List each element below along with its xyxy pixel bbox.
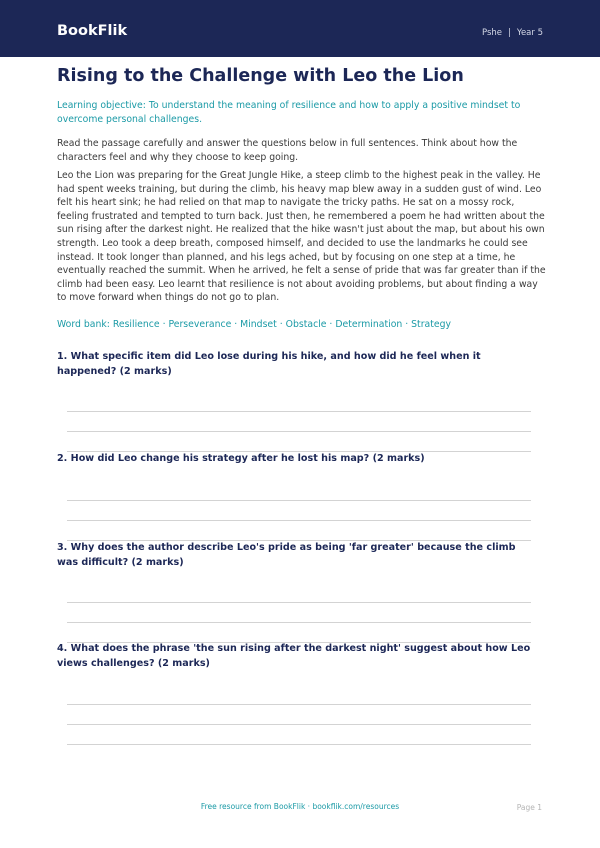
word-bank: Word bank: Resilience · Perseverance · Mindset · Obstacle · Determination · Strategy [57,319,451,330]
meta-separator: | [508,28,511,38]
header-bar [0,0,600,57]
answer-line[interactable] [67,704,531,705]
learning-objective: Learning objective: To understand the meaning of resilience and how to apply a positive mindset to overcome personal challenges. [57,100,521,125]
subject-year-label [482,28,543,38]
answer-line[interactable] [67,602,531,603]
answer-line[interactable] [67,431,531,432]
subject-label: Pshe [481,28,503,38]
question-1: 1. What specific item did Leo lose during his hike, and how did he feel when it happened? (2 marks) [57,351,481,377]
answer-line[interactable] [67,411,531,412]
page-number: Page 1 [516,803,542,812]
answer-line[interactable] [67,724,531,725]
question-2: 2. How did Leo change his strategy after he lost his map? (2 marks) [57,453,425,464]
instructions-text: Read the passage carefully and answer the questions below in full sentences. Think about how the characters feel and why they choose to keep going. [57,138,518,163]
answer-line[interactable] [67,744,531,745]
answer-line[interactable] [67,500,531,501]
footer-link-text[interactable]: Free resource from BookFlik · bookflik.com/resources [200,802,400,811]
answer-line[interactable] [67,622,531,623]
question-4: 4. What does the phrase 'the sun rising after the darkest night' suggest about how Leo views challenges? (2 marks) [57,643,531,669]
year-label: Year 5 [516,28,543,38]
brand-logo-text: BookFlik [57,23,128,39]
reading-passage: Leo the Lion was preparing for the Great Jungle Hike, a steep climb to the highest peak in the valley. He had spent weeks training, but during the climb, his heavy map blew away in a sudden gust of wind. Leo felt his heart sink; he had relied on that map to navigate the tricky paths. He sat on a mossy rock, feeling frustrated and tempted to turn back. Just then, he remembered a poem he had written about the sun rising after the darkest night. He realized that the hike wasn't just about the map, but about his own strength. Leo took a deep breath, composed himself, and decided to use the landmarks he could see instead. It took longer than planned, and his legs ached, but by focusing on one step at a time, he eventually reached the summit. When he arrived, he felt a sense of pride that was far greater than if the climb had been easy. Leo learnt that resilience is not about avoiding problems, but about finding a way to move forward when things do not go to plan. [57,170,546,304]
question-3: 3. Why does the author describe Leo's pride as being 'far greater' because the climb was difficult? (2 marks) [57,542,516,568]
answer-line[interactable] [67,520,531,521]
page-title: Rising to the Challenge with Leo the Lion [57,66,464,86]
